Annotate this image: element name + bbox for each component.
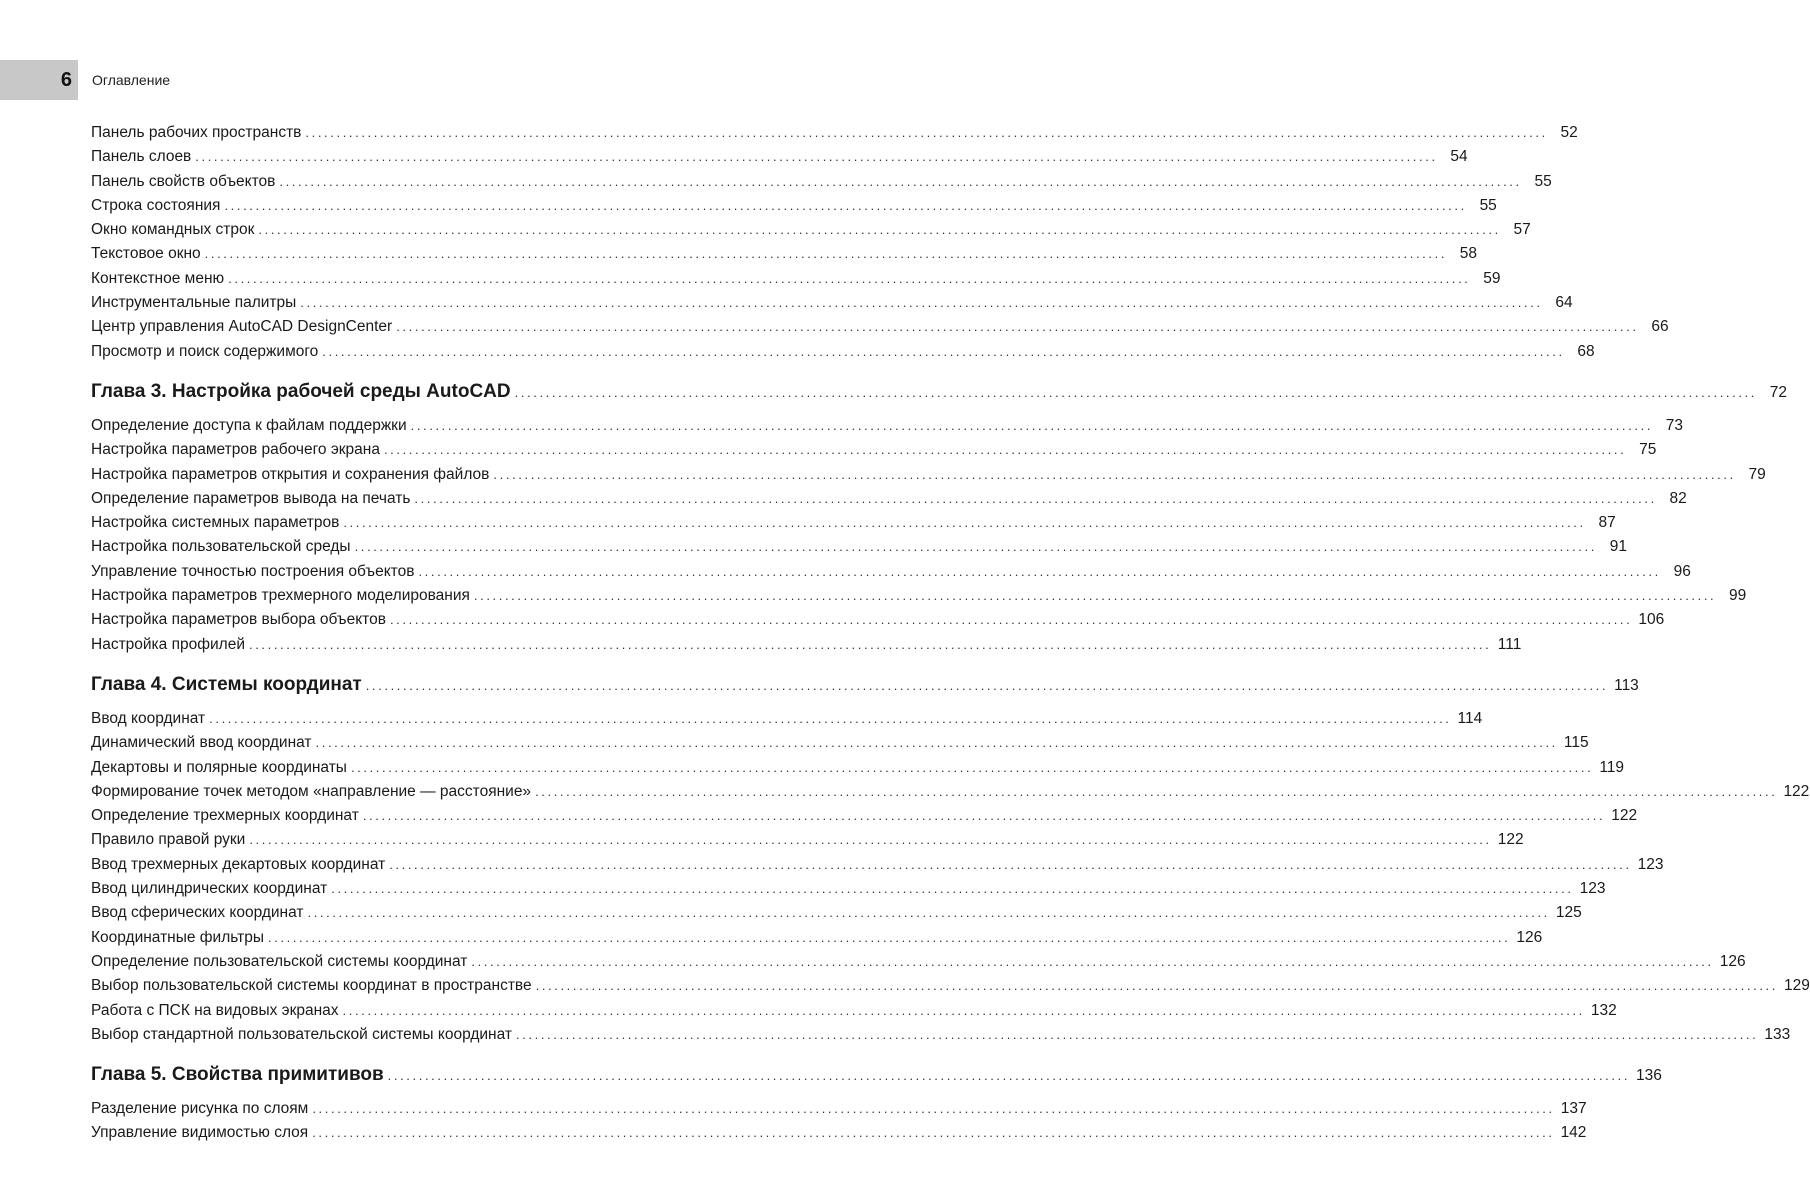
- toc-entry-title: Панель свойств объектов: [91, 172, 276, 190]
- toc-entry[interactable]: [91, 416, 1683, 441]
- leader-dots: ........................................................................................................................................................................................................: [300, 295, 1543, 311]
- toc-entry-title: Определение доступа к файлам поддержки: [91, 416, 407, 434]
- toc-entry[interactable]: [91, 831, 1524, 855]
- toc-entry-title: Окно командных строк: [91, 221, 255, 239]
- leader-dots: ........................................................................................................................................................................................................: [473, 588, 1717, 604]
- toc-entry-title: Ввод цилиндрических координат: [91, 880, 328, 898]
- chapter-name: Свойства примитивов: [171, 1064, 384, 1086]
- toc-entry-title: Ввод сферических координат: [91, 904, 304, 922]
- toc-entry-title: Настройка параметров открытия и сохранения файлов: [91, 465, 490, 483]
- toc-entry-page: 73: [1665, 416, 1683, 434]
- toc-entry-page: 119: [1599, 758, 1625, 776]
- toc-entry-page: 133: [1764, 1025, 1791, 1043]
- leader-dots: ........................................................................................................................................................................................................: [350, 759, 1594, 775]
- toc-entry-page: 68: [1577, 342, 1595, 360]
- toc-entry[interactable]: [91, 124, 1578, 148]
- toc-entry-title: Динамический ввод координат: [91, 734, 312, 752]
- toc-entry-title: Настройка пользовательской среды: [91, 538, 351, 556]
- toc-entry[interactable]: [91, 807, 1638, 831]
- toc-entry[interactable]: [91, 441, 1657, 465]
- toc-entry[interactable]: [91, 928, 1543, 953]
- leader-dots: ........................................................................................................................................................................................................: [362, 808, 1606, 824]
- toc-entry-title: Строка состояния: [91, 196, 221, 214]
- toc-entry-title: Инструментальные палитры: [91, 294, 297, 312]
- toc-entry[interactable]: [91, 782, 1810, 807]
- toc-entry-title: Ввод трехмерных декартовых координат: [91, 855, 386, 873]
- toc-entry[interactable]: [91, 758, 1625, 783]
- toc-entry[interactable]: [91, 635, 1522, 660]
- leader-dots: ........................................................................................................................................................................................................: [515, 1026, 1759, 1042]
- toc-entry[interactable]: [91, 538, 1627, 562]
- toc-entry-title: Настройка параметров выбора объектов: [91, 611, 386, 629]
- toc-entry-page: 126: [1516, 928, 1543, 946]
- toc-entry[interactable]: [91, 587, 1747, 611]
- toc-entry[interactable]: [91, 514, 1616, 538]
- toc-chapter-heading[interactable]: [91, 673, 1639, 710]
- table-of-contents: [91, 124, 1810, 1149]
- toc-entry-title: Настройка параметров рабочего экрана: [91, 441, 380, 459]
- leader-dots: ........................................................................................................................................................................................................: [383, 442, 1627, 458]
- toc-entry-title: Просмотр и поиск содержимого: [91, 342, 319, 360]
- leader-dots: ........................................................................................................................................................................................................: [387, 1068, 1631, 1084]
- leader-dots: ........................................................................................................................................................................................................: [471, 953, 1714, 969]
- chapter-label: Глава 4.: [91, 673, 167, 695]
- toc-entry-title: Определение трехмерных координат: [91, 807, 359, 825]
- toc-entry-page: 55: [1534, 172, 1552, 190]
- leader-dots: ........................................................................................................................................................................................................: [249, 832, 1492, 848]
- toc-entry-title: Ввод координат: [91, 709, 206, 727]
- toc-entry-page: 96: [1673, 562, 1691, 580]
- toc-entry[interactable]: [91, 196, 1497, 221]
- toc-entry-title: Настройка параметров трехмерного моделирования: [91, 587, 470, 605]
- toc-entry[interactable]: [91, 245, 1478, 269]
- leader-dots: ........................................................................................................................................................................................................: [312, 1101, 1555, 1117]
- toc-entry-title: Правило правой руки: [91, 831, 246, 849]
- leader-dots: ........................................................................................................................................................................................................: [389, 612, 1633, 628]
- toc-entry-title: Координатные фильтры: [91, 928, 264, 946]
- chapter-label: Глава 3.: [91, 380, 167, 402]
- toc-entry[interactable]: [91, 221, 1531, 245]
- toc-entry-page: 125: [1555, 904, 1582, 922]
- toc-entry-page: 66: [1651, 318, 1669, 336]
- toc-entry[interactable]: [91, 855, 1664, 880]
- toc-entry[interactable]: [91, 1001, 1617, 1026]
- leader-dots: ........................................................................................................................................................................................................: [418, 563, 1661, 579]
- toc-entry-title: Настройка системных параметров: [91, 514, 340, 532]
- leader-dots: ........................................................................................................................................................................................................: [414, 490, 1657, 506]
- leader-dots: ........................................................................................................................................................................................................: [279, 173, 1522, 189]
- leader-dots: ........................................................................................................................................................................................................: [248, 636, 1492, 652]
- toc-entry[interactable]: [91, 952, 1746, 977]
- toc-entry-page: 136: [1636, 1067, 1662, 1085]
- toc-entry[interactable]: [91, 880, 1606, 904]
- toc-chapter-heading[interactable]: [91, 1064, 1662, 1100]
- leader-dots: ........................................................................................................................................................................................................: [365, 677, 1609, 693]
- toc-entry-page: 99: [1729, 587, 1747, 605]
- toc-entry[interactable]: [91, 172, 1552, 197]
- leader-dots: ........................................................................................................................................................................................................: [535, 978, 1778, 994]
- leader-dots: ........................................................................................................................................................................................................: [322, 343, 1565, 359]
- toc-entry-title: Работа с ПСК на видовых экранах: [91, 1001, 339, 1019]
- toc-entry[interactable]: [91, 904, 1582, 928]
- toc-entry-title: Выбор пользовательской системы координат в пространстве: [91, 977, 532, 995]
- toc-entry[interactable]: [91, 709, 1483, 734]
- toc-entry[interactable]: [91, 148, 1468, 172]
- chapter-label: Глава 5.: [91, 1064, 167, 1086]
- toc-entry-page: 55: [1479, 196, 1497, 214]
- toc-entry-title: Управление видимостью слоя: [91, 1124, 309, 1142]
- leader-dots: ........................................................................................................................................................................................................: [315, 735, 1558, 751]
- page-number: 6: [60, 69, 72, 91]
- toc-entry-page: 64: [1555, 294, 1573, 312]
- toc-entry[interactable]: [91, 489, 1687, 514]
- toc-entry-page: 132: [1590, 1001, 1617, 1019]
- leader-dots: ........................................................................................................................................................................................................: [307, 905, 1550, 921]
- toc-entry-page: 72: [1769, 383, 1787, 401]
- toc-entry[interactable]: [91, 977, 1810, 1001]
- leader-dots: ........................................................................................................................................................................................................: [312, 1125, 1555, 1141]
- toc-entry-title: Декартовы и полярные координаты: [91, 758, 347, 776]
- toc-entry[interactable]: [91, 1025, 1791, 1050]
- toc-entry-page: 91: [1609, 538, 1627, 556]
- leader-dots: ........................................................................................................................................................................................................: [204, 246, 1448, 262]
- leader-dots: ........................................................................................................................................................................................................: [493, 466, 1736, 482]
- toc-entry-title: Панель слоев: [91, 148, 192, 166]
- leader-dots: ........................................................................................................................................................................................................: [228, 270, 1471, 286]
- leader-dots: ........................................................................................................................................................................................................: [224, 197, 1467, 213]
- leader-dots: ........................................................................................................................................................................................................: [258, 222, 1501, 238]
- toc-entry-page: 123: [1637, 855, 1664, 873]
- toc-entry[interactable]: [91, 318, 1669, 342]
- toc-entry[interactable]: [91, 465, 1766, 490]
- toc-entry-page: 129: [1783, 977, 1810, 995]
- running-head: Оглавление: [92, 72, 171, 88]
- toc-entry-page: 106: [1638, 611, 1665, 629]
- leader-dots: ........................................................................................................................................................................................................: [535, 783, 1778, 799]
- toc-entry-page: 82: [1669, 489, 1687, 507]
- leader-dots: ........................................................................................................................................................................................................: [209, 710, 1452, 726]
- toc-entry-page: 114: [1457, 709, 1483, 727]
- leader-dots: ........................................................................................................................................................................................................: [195, 149, 1438, 165]
- leader-dots: ........................................................................................................................................................................................................: [267, 929, 1511, 945]
- toc-entry-page: 59: [1483, 269, 1501, 287]
- toc-entry[interactable]: [91, 611, 1665, 635]
- toc-entry-page: 122: [1783, 782, 1810, 800]
- toc-entry-page: 54: [1450, 148, 1468, 166]
- toc-entry-title: Текстовое окно: [91, 245, 201, 263]
- toc-entry-page: 142: [1560, 1124, 1587, 1142]
- toc-entry-page: 111: [1497, 635, 1522, 653]
- toc-entry-title: Выбор стандартной пользовательской системы координат: [91, 1025, 512, 1043]
- toc-entry-page: 57: [1513, 221, 1531, 239]
- leader-dots: ........................................................................................................................................................................................................: [396, 319, 1639, 335]
- toc-entry-page: 122: [1497, 831, 1524, 849]
- toc-entry-page: 87: [1598, 514, 1616, 532]
- toc-entry-page: 126: [1719, 952, 1746, 970]
- toc-entry-page: 123: [1579, 880, 1606, 898]
- toc-entry-title: Центр управления AutoCAD DesignCenter: [91, 318, 393, 336]
- leader-dots: ........................................................................................................................................................................................................: [389, 856, 1632, 872]
- toc-entry[interactable]: [91, 562, 1691, 587]
- toc-entry-page: 115: [1563, 734, 1589, 752]
- toc-entry-page: 122: [1611, 807, 1638, 825]
- leader-dots: ........................................................................................................................................................................................................: [305, 125, 1548, 140]
- toc-entry-title: Определение параметров вывода на печать: [91, 489, 411, 507]
- leader-dots: ........................................................................................................................................................................................................: [514, 384, 1757, 400]
- toc-entry[interactable]: [91, 342, 1595, 367]
- toc-entry-title: Разделение рисунка по слоям: [91, 1100, 309, 1118]
- leader-dots: ........................................................................................................................................................................................................: [354, 539, 1597, 555]
- toc-entry[interactable]: [91, 294, 1573, 318]
- toc-entry[interactable]: [91, 1100, 1587, 1124]
- leader-dots: ........................................................................................................................................................................................................: [331, 881, 1574, 897]
- toc-entry-title: Контекстное меню: [91, 269, 225, 287]
- toc-entry-title: Панель рабочих пространств: [91, 124, 302, 141]
- toc-entry-page: 137: [1560, 1100, 1587, 1118]
- toc-entry-page: 79: [1748, 465, 1766, 483]
- toc-entry-page: 52: [1560, 124, 1578, 141]
- toc-chapter-heading[interactable]: [91, 380, 1787, 417]
- toc-entry-page: 113: [1614, 676, 1639, 694]
- toc-entry[interactable]: [91, 734, 1589, 758]
- toc-entry-page: 58: [1459, 245, 1478, 263]
- toc-entry-title: Настройка профилей: [91, 635, 245, 653]
- toc-entry-title: Формирование точек методом «направление — расстояние»: [91, 782, 532, 800]
- toc-entry[interactable]: [91, 1124, 1587, 1148]
- toc-entry[interactable]: [91, 269, 1501, 294]
- toc-entry-page: 75: [1639, 441, 1657, 459]
- toc-entry-title: Управление точностью построения объектов: [91, 562, 415, 580]
- leader-dots: ........................................................................................................................................................................................................: [343, 515, 1586, 531]
- leader-dots: ........................................................................................................................................................................................................: [410, 417, 1653, 433]
- chapter-name: Системы координат: [171, 673, 362, 695]
- toc-entry-title: Определение пользовательской системы координат: [91, 952, 468, 970]
- leader-dots: ........................................................................................................................................................................................................: [342, 1002, 1585, 1018]
- chapter-name: Настройка рабочей среды AutoCAD: [171, 380, 511, 402]
